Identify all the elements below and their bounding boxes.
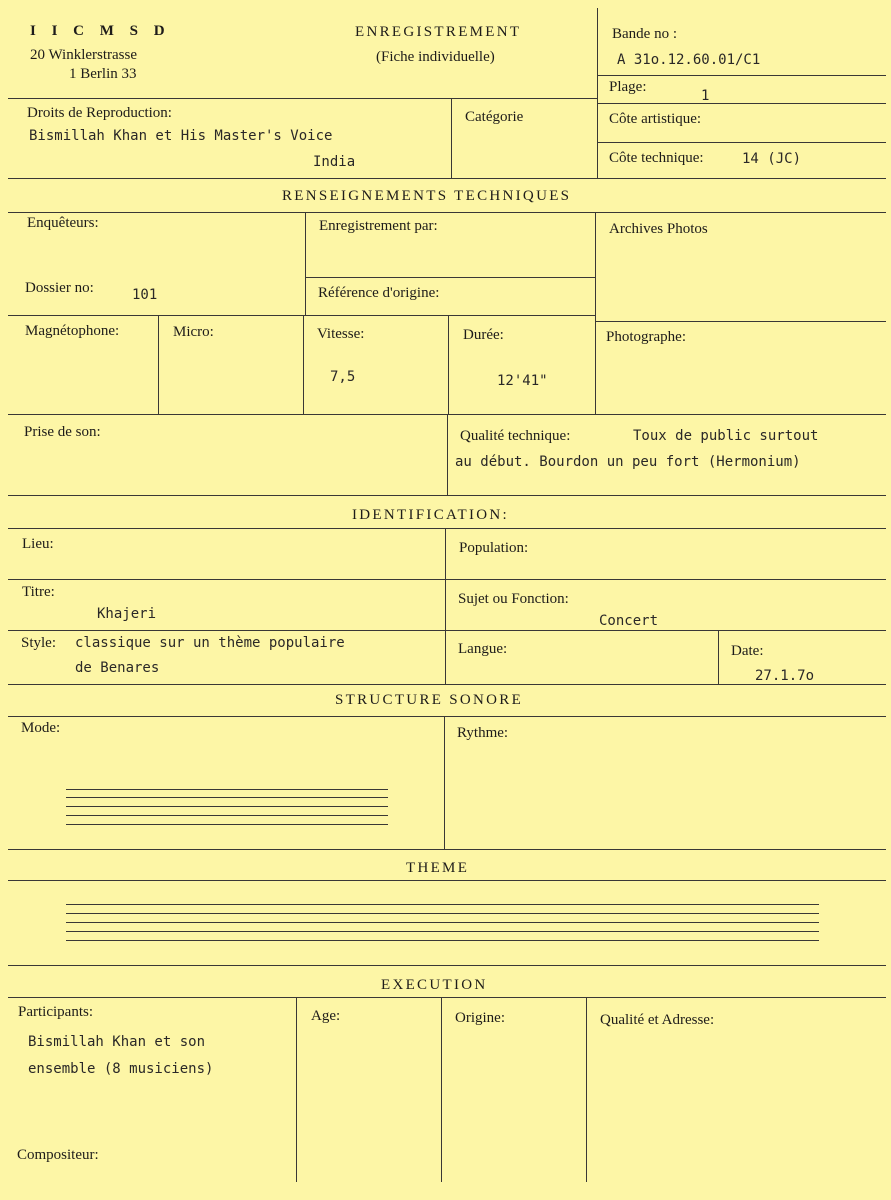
rule-ident-title-bottom (8, 528, 886, 529)
photographe-label: Photographe: (606, 329, 686, 345)
vrule-date-left (718, 630, 719, 685)
enregistrement-par-label: Enregistrement par: (319, 218, 438, 234)
titre-value: Khajeri (97, 606, 157, 622)
rule-exec-title-bottom (8, 997, 886, 998)
date-label: Date: (731, 643, 764, 659)
style-value-line-2: de Benares (75, 660, 160, 676)
rule-structure-title-bottom (8, 716, 886, 717)
categorie-label: Catégorie (465, 109, 524, 125)
rule-lieu-bottom (8, 579, 886, 580)
rythme-label: Rythme: (457, 725, 509, 741)
institute-logo: I I C M S D (30, 23, 171, 39)
rule-cote-artistique-bottom (598, 142, 886, 143)
mode-label: Mode: (21, 720, 61, 736)
style-value-line-1: classique sur un thème populaire (75, 635, 345, 651)
plage-label: Plage: (609, 79, 647, 95)
qualite-adresse-label: Qualité et Adresse: (600, 1012, 715, 1028)
rule-enregistrement-bottom (305, 277, 595, 278)
theme-staff-line (66, 940, 819, 941)
compositeur-label: Compositeur: (17, 1147, 99, 1163)
bande-value: A 31o.12.60.01/C1 (617, 52, 761, 68)
rule-theme-title-bottom (8, 880, 886, 881)
droits-label: Droits de Reproduction: (27, 105, 172, 121)
rule-titre-bottom (8, 630, 886, 631)
population-label: Population: (459, 540, 529, 556)
vrule-age-left (296, 997, 297, 1182)
rule-plage-bottom (598, 103, 886, 104)
archives-photos-label: Archives Photos (609, 221, 708, 237)
card-subtitle: (Fiche individuelle) (376, 49, 495, 65)
vrule-categorie-left (451, 98, 452, 179)
lieu-label: Lieu: (22, 536, 54, 552)
langue-label: Langue: (458, 641, 508, 657)
plage-value: 1 (701, 88, 710, 104)
rule-bande-bottom (598, 75, 886, 76)
participants-value-line-1: Bismillah Khan et son (28, 1034, 206, 1050)
qualite-technique-label: Qualité technique: (460, 428, 571, 444)
mode-staff-line (66, 797, 388, 798)
micro-label: Micro: (173, 324, 214, 340)
vrule-structure-mid (444, 716, 445, 850)
origine-label: Origine: (455, 1010, 505, 1026)
mode-staff-line (66, 815, 388, 816)
enqueteurs-label: Enquêteurs: (27, 215, 99, 231)
vrule-qualite-adresse-left (586, 997, 587, 1182)
theme-section-title: THEME (406, 860, 470, 876)
sujet-value: Concert (599, 613, 659, 629)
technique-section-title: RENSEIGNEMENTS TECHNIQUES (282, 188, 572, 204)
mode-staff-line (66, 806, 388, 807)
theme-staff-line (66, 931, 819, 932)
vrule-duree-left (448, 315, 449, 415)
age-label: Age: (311, 1008, 341, 1024)
rule-theme-bottom (8, 965, 886, 966)
dossier-label: Dossier no: (25, 280, 94, 296)
rule-dossier-bottom (8, 315, 595, 316)
identification-section-title: IDENTIFICATION: (352, 507, 509, 523)
theme-staff-line (66, 922, 819, 923)
cote-artistique-label: Côte artistique: (609, 111, 702, 127)
theme-staff-line (66, 904, 819, 905)
card-title: ENREGISTREMENT (355, 24, 522, 40)
droits-value-line-1: Bismillah Khan et His Master's Voice (29, 128, 333, 144)
theme-staff-line (66, 913, 819, 914)
rule-archives-bottom (595, 321, 886, 322)
mode-staff-line (66, 824, 388, 825)
structure-section-title: STRUCTURE SONORE (335, 692, 524, 708)
vrule-header-right (597, 8, 598, 179)
reference-label: Référence d'origine: (318, 285, 440, 301)
participants-value-line-2: ensemble (8 musiciens) (28, 1061, 214, 1077)
date-value: 27.1.7o (755, 668, 815, 684)
titre-label: Titre: (22, 584, 55, 600)
style-label: Style: (21, 635, 57, 651)
droits-value-line-2: India (313, 154, 356, 170)
magnetophone-label: Magnétophone: (25, 323, 120, 339)
rule-header-bottom (8, 98, 598, 99)
dossier-value: 101 (132, 287, 158, 303)
rule-structure-bottom (8, 849, 886, 850)
vrule-qualite-left (447, 414, 448, 496)
rule-rights-bottom (8, 178, 886, 179)
address-line-2: 1 Berlin 33 (69, 66, 137, 82)
cote-technique-label: Côte technique: (609, 150, 704, 166)
cote-technique-value: 14 (JC) (742, 151, 802, 167)
execution-section-title: EXECUTION (381, 977, 488, 993)
address-line-1: 20 Winklerstrasse (30, 47, 138, 63)
vrule-enregistrement-left (305, 212, 306, 316)
qualite-technique-value-line-1: Toux de public surtout (633, 428, 819, 444)
duree-label: Durée: (463, 327, 504, 343)
qualite-technique-value-line-2: au début. Bourdon un peu fort (Hermonium) (455, 454, 801, 470)
vrule-archives-left (595, 212, 596, 415)
participants-label: Participants: (18, 1004, 93, 1020)
vrule-identification-mid (445, 528, 446, 685)
vitesse-value: 7,5 (330, 369, 356, 385)
sujet-label: Sujet ou Fonction: (458, 591, 569, 607)
bande-label: Bande no : (612, 26, 677, 42)
vrule-origine-left (441, 997, 442, 1182)
vrule-micro-left (158, 315, 159, 415)
rule-tech-title-bottom (8, 212, 886, 213)
prise-de-son-label: Prise de son: (24, 424, 101, 440)
mode-staff-line (66, 789, 388, 790)
vitesse-label: Vitesse: (317, 326, 365, 342)
duree-value: 12'41" (497, 373, 548, 389)
vrule-vitesse-left (303, 315, 304, 415)
